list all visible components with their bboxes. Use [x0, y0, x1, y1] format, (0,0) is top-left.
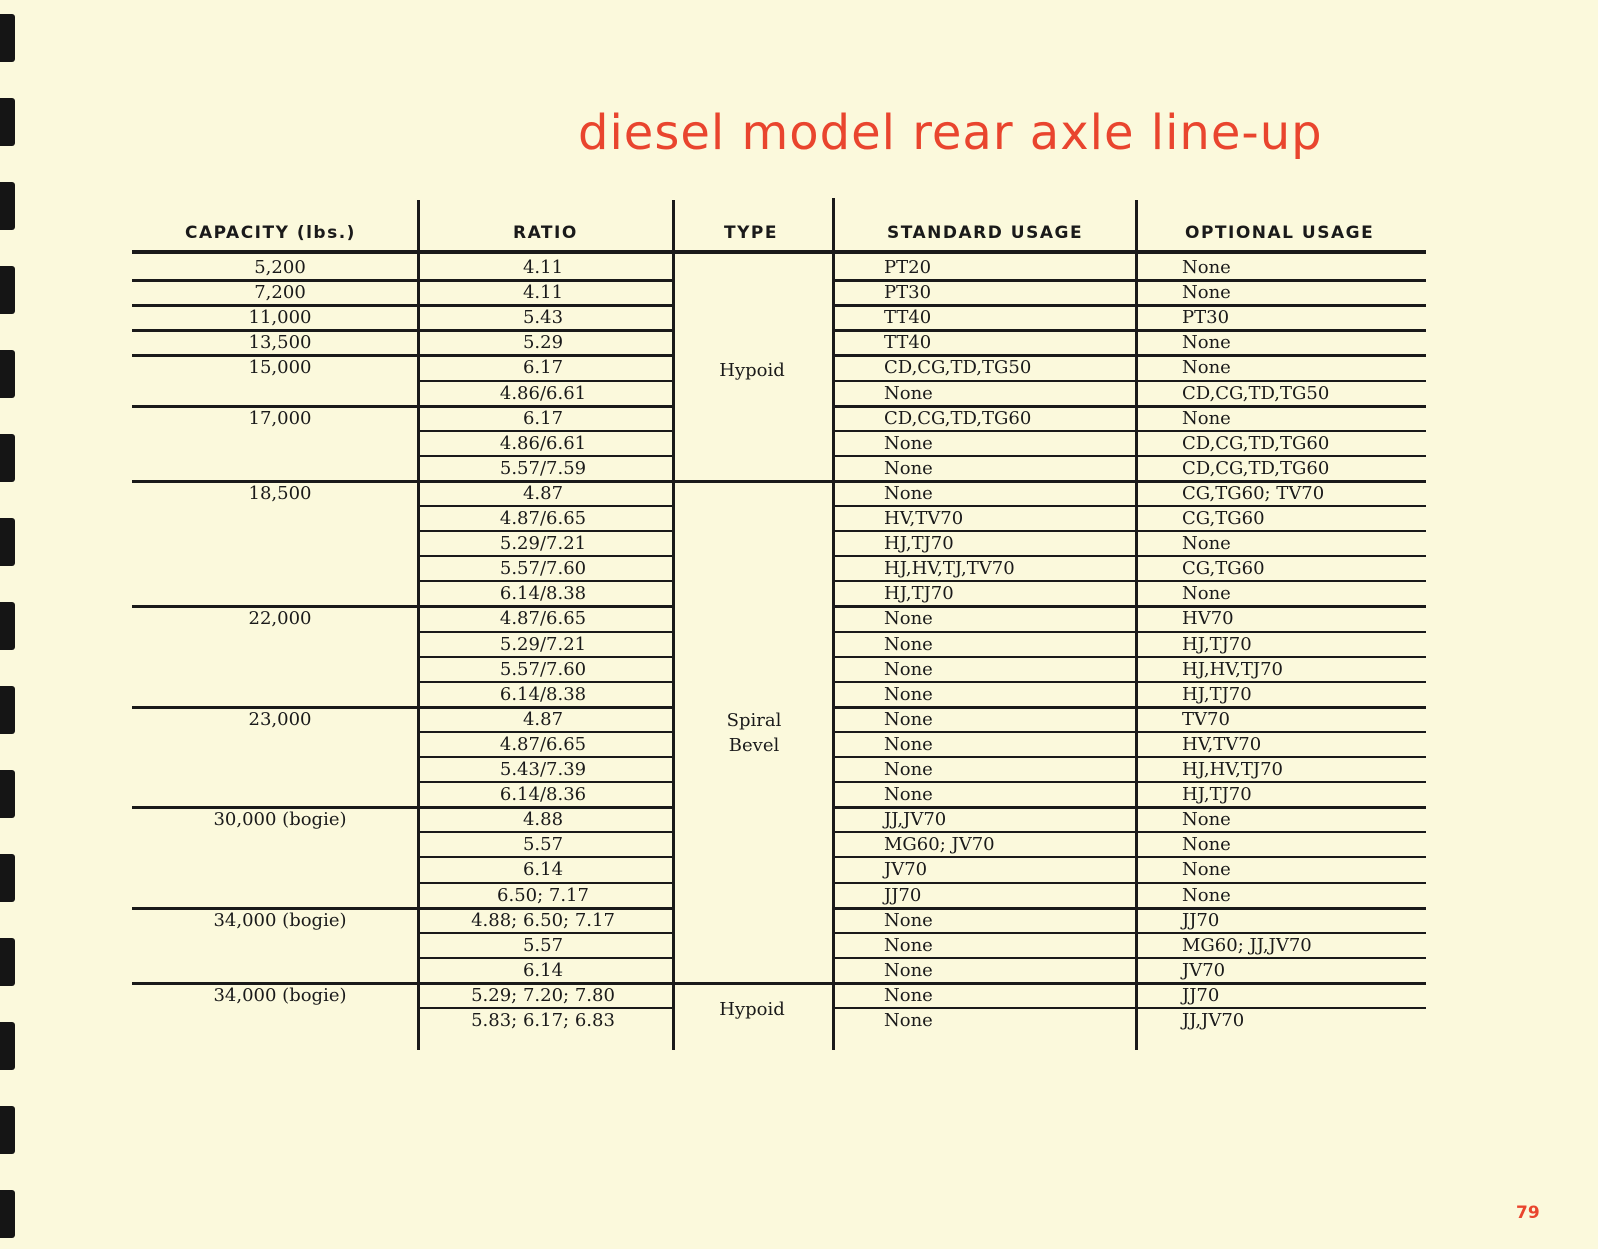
standard-usage-cell: PT20	[884, 257, 932, 278]
row-divider	[418, 354, 674, 357]
ratio-cell: 6.17	[522, 407, 564, 429]
row-divider	[834, 329, 1426, 332]
row-divider	[418, 480, 674, 483]
row-divider	[418, 555, 674, 557]
row-divider	[418, 756, 674, 758]
ratio-cell: 5.57	[522, 934, 564, 956]
page-title: diesel model rear axle line-up	[578, 105, 1323, 161]
header-optional-usage: OPTIONAL USAGE	[1185, 223, 1375, 243]
row-divider	[834, 656, 1426, 658]
row-divider	[418, 304, 674, 307]
optional-usage-cell: HJ,TJ70	[1182, 683, 1252, 705]
row-divider	[834, 380, 1426, 382]
ratio-cell: 4.88	[522, 809, 564, 831]
row-divider	[834, 806, 1426, 809]
row-divider	[834, 706, 1426, 709]
optional-usage-cell: HV70	[1182, 608, 1234, 630]
ratio-cell: 4.88; 6.50; 7.17	[471, 909, 615, 931]
standard-usage-cell: JV70	[884, 859, 928, 881]
capacity-cell: 13,500	[248, 332, 312, 354]
row-divider	[834, 831, 1426, 833]
optional-usage-cell: MG60; JJ,JV70	[1182, 934, 1312, 956]
row-divider	[834, 781, 1426, 783]
row-divider	[834, 932, 1426, 934]
ratio-cell: 4.86/6.61	[499, 382, 587, 404]
row-divider	[672, 480, 834, 483]
row-divider	[834, 631, 1426, 633]
optional-usage-cell: TV70	[1182, 708, 1230, 730]
row-divider	[834, 505, 1426, 507]
row-divider	[418, 580, 674, 582]
ratio-cell: 5.29/7.21	[499, 533, 587, 555]
row-divider	[418, 706, 674, 709]
row-divider	[834, 882, 1426, 884]
capacity-cell: 18,500	[248, 482, 312, 504]
ratio-cell: 5.43/7.39	[499, 759, 587, 780]
capacity-cell: 5,200	[254, 257, 306, 278]
capacity-cell: 23,000	[248, 708, 312, 730]
ratio-cell: 4.87	[522, 708, 564, 730]
standard-usage-cell: None	[884, 683, 933, 705]
optional-usage-cell: None	[1182, 257, 1231, 278]
binding-hole	[0, 854, 15, 902]
row-divider	[132, 354, 419, 357]
ratio-cell: 6.14/8.38	[499, 683, 587, 705]
ratio-cell: 6.17	[522, 357, 564, 379]
binding-hole	[0, 1190, 15, 1238]
row-divider	[834, 580, 1426, 582]
row-divider	[132, 304, 419, 307]
optional-usage-cell: CG,TG60; TV70	[1182, 482, 1325, 504]
standard-usage-cell: None	[884, 984, 933, 1006]
row-divider	[418, 430, 674, 432]
row-divider	[418, 329, 674, 332]
column-divider-4	[1135, 200, 1138, 1050]
binding-hole	[0, 1106, 15, 1154]
standard-usage-cell: HJ,HV,TJ,TV70	[884, 558, 1015, 580]
type-hypoid-top: Hypoid	[719, 360, 785, 381]
row-divider	[418, 631, 674, 633]
row-divider	[418, 907, 674, 910]
row-divider	[132, 480, 419, 483]
binding-hole	[0, 686, 15, 734]
ratio-cell: 5.43	[522, 307, 564, 329]
binding-hole	[0, 182, 15, 230]
capacity-cell: 34,000 (bogie)	[213, 909, 347, 931]
spiral-binding	[0, 0, 22, 1249]
row-divider	[834, 455, 1426, 457]
binding-hole	[0, 1022, 15, 1070]
ratio-cell: 6.14	[522, 859, 564, 881]
ratio-cell: 6.14/8.36	[499, 784, 587, 806]
row-divider	[132, 405, 419, 408]
optional-usage-cell: None	[1182, 583, 1231, 605]
ratio-cell: 4.87	[522, 482, 564, 504]
standard-usage-cell: CD,CG,TD,TG50	[884, 357, 1032, 379]
row-divider	[132, 706, 419, 709]
optional-usage-cell: None	[1182, 407, 1231, 429]
row-divider	[834, 530, 1426, 532]
row-divider	[834, 605, 1426, 608]
row-divider	[834, 957, 1426, 959]
optional-usage-cell: HJ,HV,TJ70	[1182, 759, 1283, 780]
optional-usage-cell: CG,TG60	[1182, 508, 1265, 529]
optional-usage-cell: None	[1182, 282, 1231, 304]
ratio-cell: 4.87/6.65	[499, 608, 587, 630]
optional-usage-cell: CG,TG60	[1182, 558, 1265, 580]
row-divider	[834, 907, 1426, 910]
standard-usage-cell: TT40	[884, 307, 932, 329]
row-divider	[418, 831, 674, 833]
optional-usage-cell: HV,TV70	[1182, 733, 1262, 755]
row-divider	[418, 530, 674, 532]
optional-usage-cell: JJ,JV70	[1182, 1010, 1245, 1031]
standard-usage-cell: None	[884, 784, 933, 806]
standard-usage-cell: None	[884, 633, 933, 655]
ratio-cell: 4.11	[522, 257, 564, 278]
row-divider	[132, 806, 419, 809]
standard-usage-cell: None	[884, 708, 933, 730]
page-number: 79	[1516, 1203, 1540, 1223]
ratio-cell: 5.83; 6.17; 6.83	[471, 1010, 615, 1031]
standard-usage-cell: None	[884, 658, 933, 680]
row-divider	[834, 304, 1426, 307]
row-divider	[132, 982, 419, 985]
ratio-cell: 4.11	[522, 282, 564, 304]
row-divider	[834, 681, 1426, 683]
binding-hole	[0, 518, 15, 566]
standard-usage-cell: None	[884, 733, 933, 755]
standard-usage-cell: CD,CG,TD,TG60	[884, 407, 1032, 429]
optional-usage-cell: CD,CG,TD,TG50	[1182, 382, 1330, 404]
type-hypoid-bottom: Hypoid	[719, 999, 785, 1020]
ratio-cell: 5.57/7.60	[499, 558, 587, 580]
row-divider	[834, 856, 1426, 858]
row-divider	[418, 856, 674, 858]
capacity-cell: 30,000 (bogie)	[213, 809, 347, 831]
row-divider	[834, 480, 1426, 483]
row-divider	[418, 380, 674, 382]
optional-usage-cell: JJ70	[1182, 984, 1220, 1006]
capacity-cell: 11,000	[248, 307, 312, 329]
binding-hole	[0, 770, 15, 818]
standard-usage-cell: JJ70	[884, 884, 922, 906]
row-divider	[418, 932, 674, 934]
standard-usage-cell: JJ,JV70	[884, 809, 947, 831]
ratio-cell: 4.87/6.65	[499, 733, 587, 755]
binding-hole	[0, 350, 15, 398]
ratio-cell: 5.57	[522, 834, 564, 856]
header-ratio: RATIO	[513, 223, 578, 243]
standard-usage-cell: None	[884, 432, 933, 454]
row-divider	[418, 957, 674, 959]
row-divider	[418, 279, 674, 282]
standard-usage-cell: None	[884, 759, 933, 780]
row-divider	[834, 731, 1426, 733]
row-divider	[834, 430, 1426, 432]
optional-usage-cell: None	[1182, 809, 1231, 831]
standard-usage-cell: HJ,TJ70	[884, 533, 954, 555]
type-bevel: Bevel	[728, 735, 780, 756]
optional-usage-cell: HJ,TJ70	[1182, 784, 1252, 806]
row-divider	[418, 781, 674, 783]
optional-usage-cell: None	[1182, 884, 1231, 906]
optional-usage-cell: None	[1182, 859, 1231, 881]
capacity-cell: 15,000	[248, 357, 312, 379]
row-divider	[418, 982, 674, 985]
standard-usage-cell: None	[884, 482, 933, 504]
standard-usage-cell: None	[884, 608, 933, 630]
standard-usage-cell: MG60; JV70	[884, 834, 995, 856]
optional-usage-cell: PT30	[1182, 307, 1230, 329]
optional-usage-cell: None	[1182, 357, 1231, 379]
header-divider	[132, 250, 1426, 254]
row-divider	[418, 882, 674, 884]
row-divider	[418, 681, 674, 683]
row-divider	[418, 656, 674, 658]
row-divider	[834, 982, 1426, 985]
row-divider	[834, 1007, 1426, 1009]
binding-hole	[0, 938, 15, 986]
row-divider	[132, 605, 419, 608]
optional-usage-cell: None	[1182, 834, 1231, 856]
optional-usage-cell: HJ,HV,TJ70	[1182, 658, 1283, 680]
standard-usage-cell: None	[884, 934, 933, 956]
header-standard-usage: STANDARD USAGE	[887, 223, 1084, 243]
standard-usage-cell: None	[884, 959, 933, 981]
capacity-cell: 22,000	[248, 608, 312, 630]
binding-hole	[0, 14, 15, 62]
standard-usage-cell: None	[884, 1010, 933, 1031]
ratio-cell: 5.57/7.60	[499, 658, 587, 680]
standard-usage-cell: None	[884, 457, 933, 479]
binding-hole	[0, 266, 15, 314]
row-divider	[834, 279, 1426, 282]
ratio-cell: 4.87/6.65	[499, 508, 587, 529]
row-divider	[418, 731, 674, 733]
optional-usage-cell: JJ70	[1182, 909, 1220, 931]
capacity-cell: 17,000	[248, 407, 312, 429]
standard-usage-cell: None	[884, 909, 933, 931]
row-divider	[132, 279, 419, 282]
row-divider	[834, 354, 1426, 357]
row-divider	[132, 329, 419, 332]
ratio-cell: 5.29	[522, 332, 564, 354]
standard-usage-cell: HJ,TJ70	[884, 583, 954, 605]
optional-usage-cell: CD,CG,TD,TG60	[1182, 457, 1330, 479]
column-divider-2	[672, 200, 675, 1050]
optional-usage-cell: None	[1182, 332, 1231, 354]
row-divider	[418, 806, 674, 809]
standard-usage-cell: None	[884, 382, 933, 404]
row-divider	[834, 405, 1426, 408]
type-spiral: Spiral	[726, 710, 782, 731]
header-capacity: CAPACITY (lbs.)	[185, 223, 356, 243]
optional-usage-cell: CD,CG,TD,TG60	[1182, 432, 1330, 454]
row-divider	[418, 1007, 674, 1009]
ratio-cell: 6.14/8.38	[499, 583, 587, 605]
row-divider	[418, 605, 674, 608]
ratio-cell: 6.14	[522, 959, 564, 981]
standard-usage-cell: PT30	[884, 282, 932, 304]
row-divider	[132, 907, 419, 910]
row-divider	[418, 455, 674, 457]
row-divider	[672, 982, 834, 985]
capacity-cell: 34,000 (bogie)	[213, 984, 347, 1006]
optional-usage-cell: JV70	[1182, 959, 1226, 981]
standard-usage-cell: HV,TV70	[884, 508, 964, 529]
ratio-cell: 4.86/6.61	[499, 432, 587, 454]
row-divider	[418, 505, 674, 507]
capacity-cell: 7,200	[254, 282, 306, 304]
row-divider	[834, 555, 1426, 557]
standard-usage-cell: TT40	[884, 332, 932, 354]
ratio-cell: 5.57/7.59	[499, 457, 587, 479]
ratio-cell: 5.29; 7.20; 7.80	[471, 984, 615, 1006]
header-type: TYPE	[724, 223, 778, 243]
column-divider-3	[832, 198, 835, 1050]
binding-hole	[0, 602, 15, 650]
ratio-cell: 5.29/7.21	[499, 633, 587, 655]
binding-hole	[0, 98, 15, 146]
optional-usage-cell: HJ,TJ70	[1182, 633, 1252, 655]
row-divider	[418, 405, 674, 408]
ratio-cell: 6.50; 7.17	[497, 884, 589, 906]
optional-usage-cell: None	[1182, 533, 1231, 555]
row-divider	[834, 756, 1426, 758]
binding-hole	[0, 434, 15, 482]
